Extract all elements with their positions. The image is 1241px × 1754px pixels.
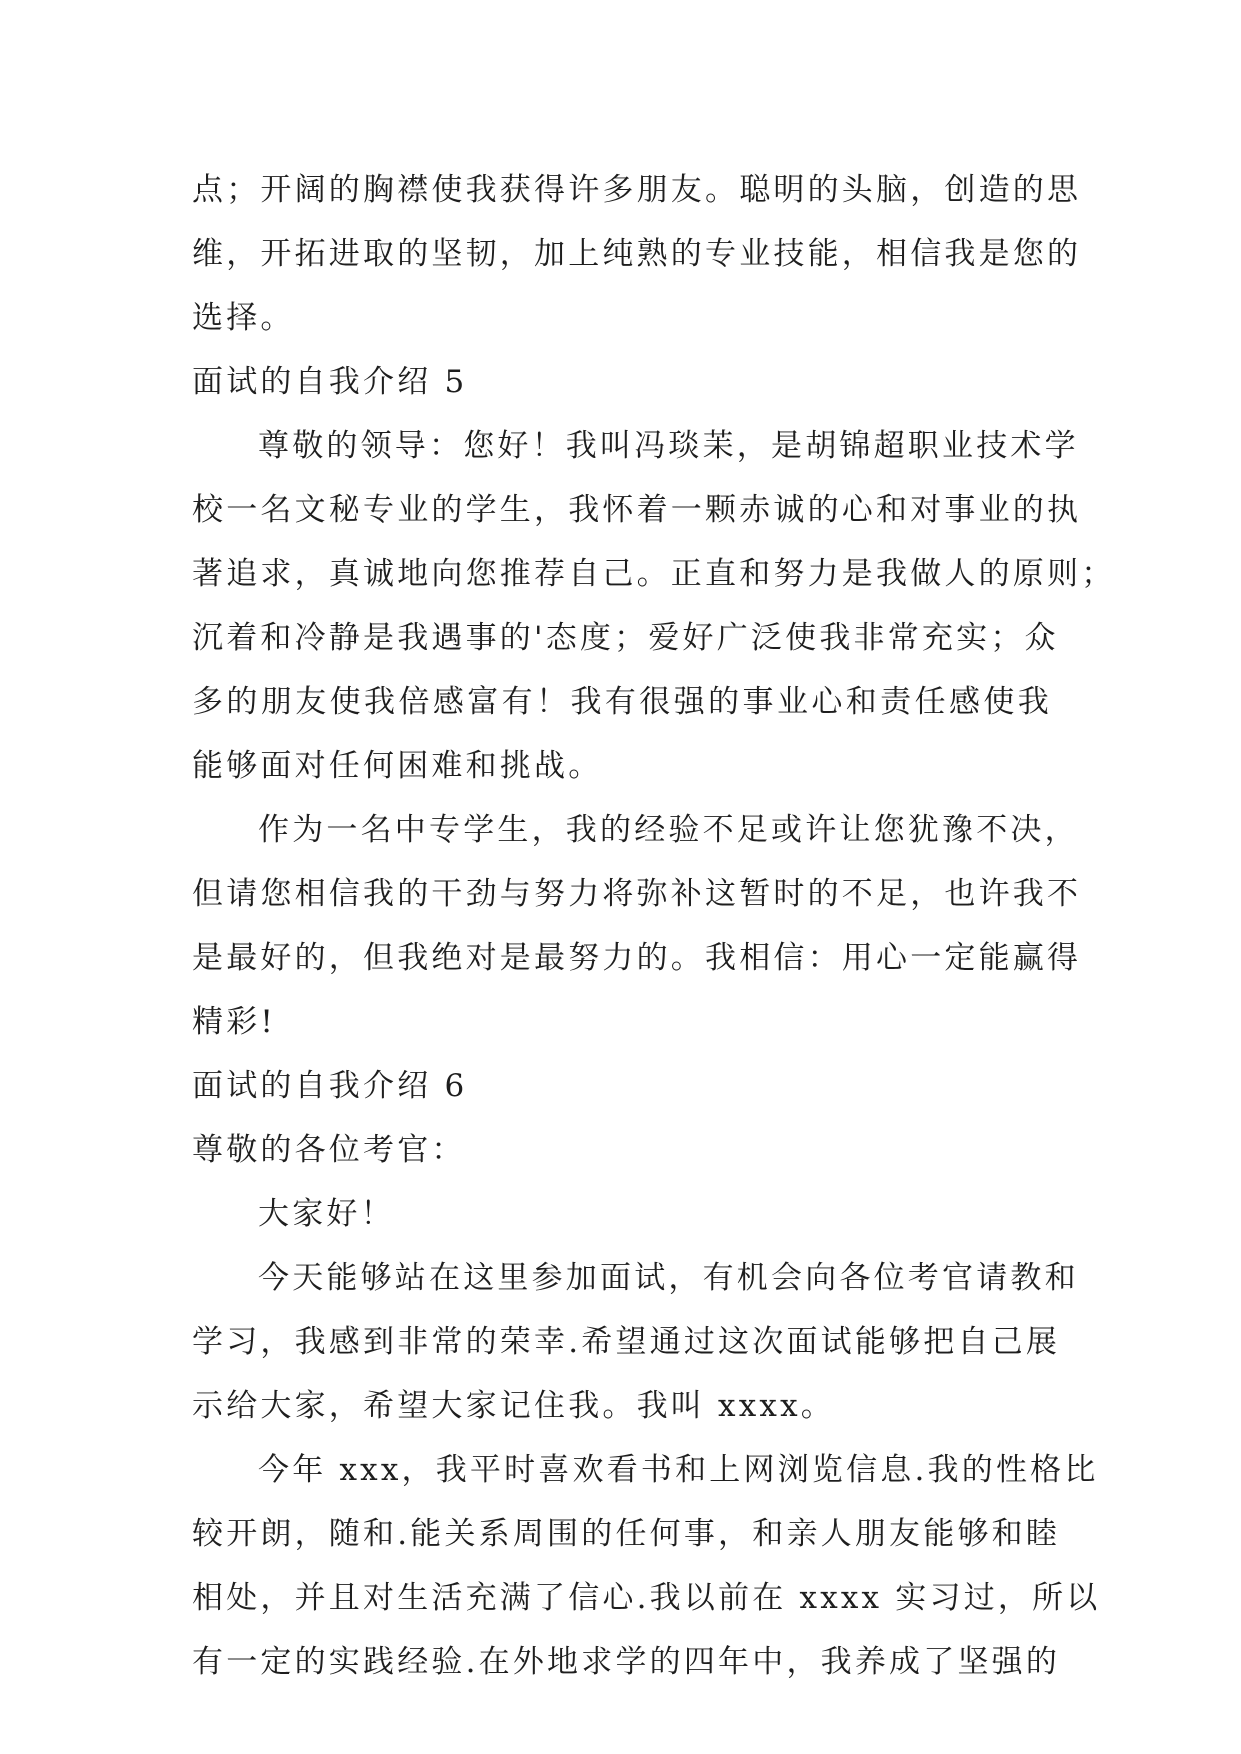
- text-line: 有一定的实践经验.在外地求学的四年中，我养成了坚强的: [192, 1644, 1061, 1680]
- text-line: 尊敬的各位考官：: [192, 1132, 466, 1168]
- text-line: 校一名文秘专业的学生，我怀着一颗赤诚的心和对事业的执: [192, 492, 1082, 528]
- text-line: 精彩!: [192, 1004, 277, 1040]
- text-line: 著追求，真诚地向您推荐自己。正直和努力是我做人的原则；: [192, 556, 1116, 592]
- text-line: 沉着和冷静是我遇事的'态度；爱好广泛使我非常充实；众: [192, 620, 1059, 656]
- text-line: 学习，我感到非常的荣幸.希望通过这次面试能够把自己展: [192, 1324, 1061, 1360]
- document-page: [192, 158, 1116, 1694]
- text-line: 今天能够站在这里参加面试，有机会向各位考官请教和: [258, 1260, 1079, 1296]
- text-line: 大家好！: [258, 1196, 395, 1232]
- text-line: 维，开拓进取的坚韧，加上纯熟的专业技能，相信我是您的: [192, 236, 1082, 272]
- text-line: 今年 xxx，我平时喜欢看书和上网浏览信息.我的性格比: [258, 1452, 1099, 1488]
- text-line: 作为一名中专学生，我的经验不足或许让您犹豫不决，: [258, 812, 1079, 848]
- text-line: 示给大家，希望大家记住我。我叫 xxxx。: [192, 1388, 835, 1424]
- text-line: 面试的自我介绍 6: [192, 1068, 468, 1104]
- text-line: 点；开阔的胸襟使我获得许多朋友。聪明的头脑，创造的思: [192, 172, 1082, 208]
- text-line: 能够面对任何困难和挑战。: [192, 748, 603, 784]
- text-line: 面试的自我介绍 5: [192, 364, 468, 400]
- text-line: 多的朋友使我倍感富有！我有很强的事业心和责任感使我: [192, 684, 1052, 720]
- text-line: 较开朗，随和.能关系周围的任何事，和亲人朋友能够和睦: [192, 1516, 1061, 1552]
- text-line: 尊敬的领导：您好！我叫冯琰苿，是胡锦超职业技术学: [258, 428, 1079, 464]
- text-line: 选择。: [192, 300, 295, 336]
- text-line: 但请您相信我的干劲与努力将弥补这暂时的不足，也许我不: [192, 876, 1082, 912]
- text-line: 相处，并且对生活充满了信心.我以前在 xxxx 实习过，所以: [192, 1580, 1101, 1616]
- text-line: 是最好的，但我绝对是最努力的。我相信：用心一定能赢得: [192, 940, 1082, 976]
